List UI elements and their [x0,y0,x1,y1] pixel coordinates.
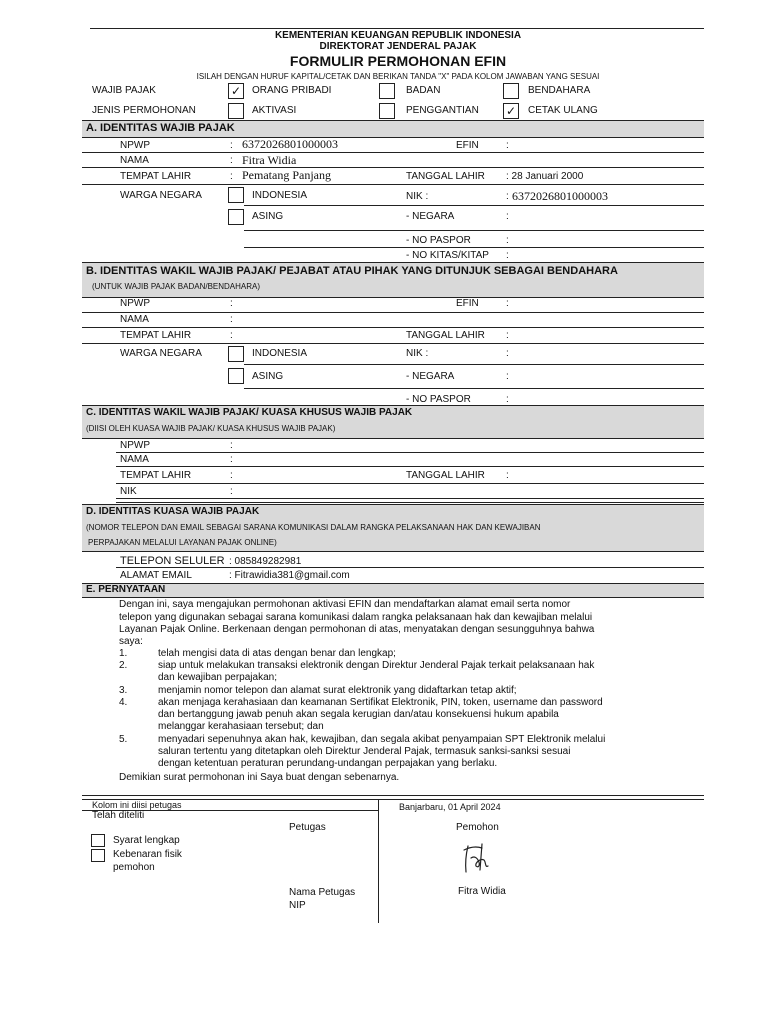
divider [82,137,704,138]
colon: : [506,235,509,246]
telepon-label: TELEPON SELULER [120,555,225,567]
option-aktivasi: AKTIVASI [252,105,297,116]
kebenaran-fisik-label-2: pemohon [113,862,155,873]
statement-line: telah mengisi data di atas dengan benar dan lengkap; [158,648,396,659]
checkbox-asing[interactable] [228,209,244,225]
instruction-text: ISILAH DENGAN HURUF KAPITAL/CETAK DAN BERIKAN TANDA "X" PADA KOLOM JAWABAN YANG SESUAI [196,72,600,81]
statement-line: menyadari sepenuhnya akan hak, kewajiban, dan segala akibat penyampaian SPT Elektronik melalui [158,734,606,745]
section-d-note-1: (NOMOR TELEPON DAN EMAIL SEBAGAI SARANA KOMUNIKASI DALAM RANGKA PELAKSANAAN HAK DAN KEWAJIBAN [86,523,541,532]
tempat-lahir-value: Pematang Panjang [242,168,331,182]
checkbox-bendahara[interactable] [503,83,519,99]
section-c-title: C. IDENTITAS WAKIL WAJIB PAJAK/ KUASA KHUSUS WAJIB PAJAK [86,407,413,418]
option-orang-pribadi: ORANG PRIBADI [252,85,332,96]
b-option-indonesia: INDONESIA [252,348,308,359]
place-date: Banjarbaru, 01 April 2024 [399,802,501,812]
divider [82,343,704,344]
checkbox-aktivasi[interactable] [228,103,244,119]
tanggal-lahir-label: TANGGAL LAHIR [406,171,485,182]
telepon-value: : 085849282981 [229,556,302,567]
checkbox-badan[interactable] [379,83,395,99]
page-title: FORMULIR PERMOHONAN EFIN [289,53,507,69]
colon: : [230,298,233,309]
statement-line: dengan ketentuan peraturan perundang-undangan perpajakan yang berlaku. [158,758,498,769]
colon: : [506,348,509,359]
divider [82,167,704,168]
colon: : [230,330,233,341]
colon: : [230,454,233,465]
double-rule [116,498,704,503]
statement-num: 2. [119,660,128,671]
negara-label: - NEGARA [406,211,455,222]
option-cetak-ulang: CETAK ULANG [528,105,598,116]
divider [244,247,704,248]
c-nik-label: NIK [120,486,137,497]
colon: : [230,171,233,182]
colon: : [230,486,233,497]
paspor-label: - NO PASPOR [406,235,471,246]
checkbox-cetak-ulang[interactable] [503,103,519,119]
checkbox-kebenaran-fisik[interactable] [91,849,105,862]
divider [116,466,704,467]
tempat-lahir-label: TEMPAT LAHIR [120,171,192,182]
nama-petugas-label: Nama Petugas [289,887,356,898]
colon: : [230,470,233,481]
section-e-header [82,583,704,597]
b-npwp-label: NPWP [120,298,150,309]
npwp-value: 6372026801000003 [242,137,338,151]
check-mark-icon: ✓ [230,84,242,98]
divider [82,405,704,406]
section-d-title: D. IDENTITAS KUASA WAJIB PAJAK [86,506,260,517]
wajib-pajak-label: WAJIB PAJAK [92,85,156,96]
divider [244,364,704,365]
b-tempat-lahir-label: TEMPAT LAHIR [120,330,192,341]
jenis-permohonan-label: JENIS PERMOHONAN [92,105,196,116]
c-nama-label: NAMA [120,454,149,465]
option-penggantian: PENGGANTIAN [406,105,479,116]
statement-num: 3. [119,685,128,696]
footer-divider [378,799,379,923]
statement-line: melanggar kerahasiaan tersebut; dan [158,721,324,732]
colon: : [506,191,509,202]
statement-num: 1. [119,648,128,659]
nama-label: NAMA [120,155,149,166]
divider [82,120,704,121]
colon: : [506,371,509,382]
b-negara-label: - NEGARA [406,371,455,382]
ministry-name: KEMENTERIAN KEUANGAN REPUBLIK INDONESIA [274,30,522,41]
divider [244,230,704,231]
divider [82,327,704,328]
checked-label: Telah diteliti [92,810,145,821]
option-asing: ASING [252,211,284,222]
c-tanggal-lahir-label: TANGGAL LAHIR [406,470,485,481]
colon: : [230,440,233,451]
divider [116,567,704,568]
divider [82,551,704,552]
colon: : [506,140,509,151]
statement-line: menjamin nomor telepon dan alamat surat elektronik yang didaftarkan tetap aktif; [158,685,517,696]
statement-line: akan menjaga kerahasiaan dan keamanan Sertifikat Elektronik, PIN, token, username dan password [158,697,603,708]
signer-name: Fitra Widia [458,886,506,897]
divider [82,152,704,153]
email-value: : Fitrawidia381@gmail.com [229,570,350,581]
b-efin-label: EFIN [456,298,479,309]
statement-line: dan kewajiban perpajakan; [158,672,277,683]
section-e-title: E. PERNYATAAN [86,584,166,595]
checkbox-syarat-lengkap[interactable] [91,834,105,847]
nip-label: NIP [289,900,306,911]
colon: : [506,298,509,309]
b-option-asing: ASING [252,371,284,382]
top-rule [90,28,704,29]
statement-num: 4. [119,697,128,708]
warga-negara-label: WARGA NEGARA [120,190,202,201]
checkbox-penggantian[interactable] [379,103,395,119]
statement-intro-line: telepon yang digunakan sebagai sarana komunikasi dalam rangka pelaksanaan hak dan kewajiban melalui [119,612,593,623]
nama-value: Fitra Widia [242,153,297,167]
divider [82,297,704,298]
divider [244,205,704,206]
b-tanggal-lahir-label: TANGGAL LAHIR [406,330,485,341]
colon: : [506,330,509,341]
check-mark-icon: ✓ [505,104,517,118]
pemohon-label: Pemohon [456,822,499,833]
section-a-title: A. IDENTITAS WAJIB PAJAK [86,122,235,134]
divider [82,504,704,505]
signature-icon [458,840,498,876]
statement-num: 5. [119,734,128,745]
checkbox-orang-pribadi[interactable] [228,83,244,99]
divider [82,262,704,263]
b-paspor-label: - NO PASPOR [406,394,471,405]
divider [82,583,704,584]
b-nama-label: NAMA [120,314,149,325]
section-b-subtitle: (UNTUK WAJIB PAJAK BADAN/BENDAHARA) [92,282,261,291]
colon: : [230,140,233,151]
divider [82,184,704,185]
b-nik-label: NIK : [406,348,429,359]
statement-line: siap untuk melakukan transaksi elektronik dengan Direktur Jenderal Pajak terkait pelaksanaan hak [158,660,595,671]
statement-line: saluran tertentu yang ditetapkan oleh Direktur Jenderal Pajak, termasuk sanksi-sanksi sesuai [158,746,571,757]
statement-intro-line: saya: [119,636,143,647]
petugas-label: Petugas [289,822,326,833]
email-label: ALAMAT EMAIL [120,570,192,581]
c-tempat-lahir-label: TEMPAT LAHIR [120,470,192,481]
colon: : [230,314,233,325]
section-b-title: B. IDENTITAS WAKIL WAJIB PAJAK/ PEJABAT ATAU PIHAK YANG DITUNJUK SEBAGAI BENDAHARA [86,265,618,277]
divider [82,597,704,598]
option-indonesia: INDONESIA [252,190,308,201]
colon: : [506,250,509,261]
divider [244,388,704,389]
directorate-name: DIREKTORAT JENDERAL PAJAK [319,41,477,52]
kebenaran-fisik-label: Kebenaran fisik [113,849,182,860]
b-checkbox-asing[interactable] [228,368,244,384]
colon: : [506,394,509,405]
tanggal-lahir-value: : 28 Januari 2000 [506,171,584,182]
kitas-label: - NO KITAS/KITAP [406,250,489,261]
divider [82,438,704,439]
statement-intro-line: Layanan Pajak Online. Berkenaan dengan permohonan di atas, menyatakan dengan sesungguhnya bahwa [119,624,595,635]
b-warga-negara-label: WARGA NEGARA [120,348,202,359]
divider [116,483,704,484]
syarat-lengkap-label: Syarat lengkap [113,835,180,846]
colon: : [506,211,509,222]
nik-label: NIK : [406,191,429,202]
section-c-subtitle: (DIISI OLEH KUASA WAJIB PAJAK/ KUASA KHUSUS WAJIB PAJAK) [86,424,336,433]
section-d-note-2: PERPAJAKAN MELALUI LAYANAN PAJAK ONLINE) [88,538,277,547]
checkbox-indonesia[interactable] [228,187,244,203]
divider [82,312,704,313]
npwp-label: NPWP [120,140,150,151]
nik-value: 6372026801000003 [512,189,608,203]
colon: : [506,470,509,481]
statement-line: dan bertanggung jawab penuh akan segala kerugian dan/atau konsekuensi hukum apabila [158,709,559,720]
option-bendahara: BENDAHARA [528,85,591,96]
officer-note: Kolom ini diisi petugas [92,800,182,810]
divider [116,452,704,453]
statement-closing: Demikian surat permohonan ini Saya buat dengan sebenarnya. [119,772,400,783]
c-npwp-label: NPWP [120,440,150,451]
efin-label: EFIN [456,140,479,151]
colon: : [230,155,233,166]
statement-intro-line: Dengan ini, saya mengajukan permohonan aktivasi EFIN dan mendaftarkan alamat email serta nomor [119,599,571,610]
b-checkbox-indonesia[interactable] [228,346,244,362]
option-badan: BADAN [406,85,441,96]
